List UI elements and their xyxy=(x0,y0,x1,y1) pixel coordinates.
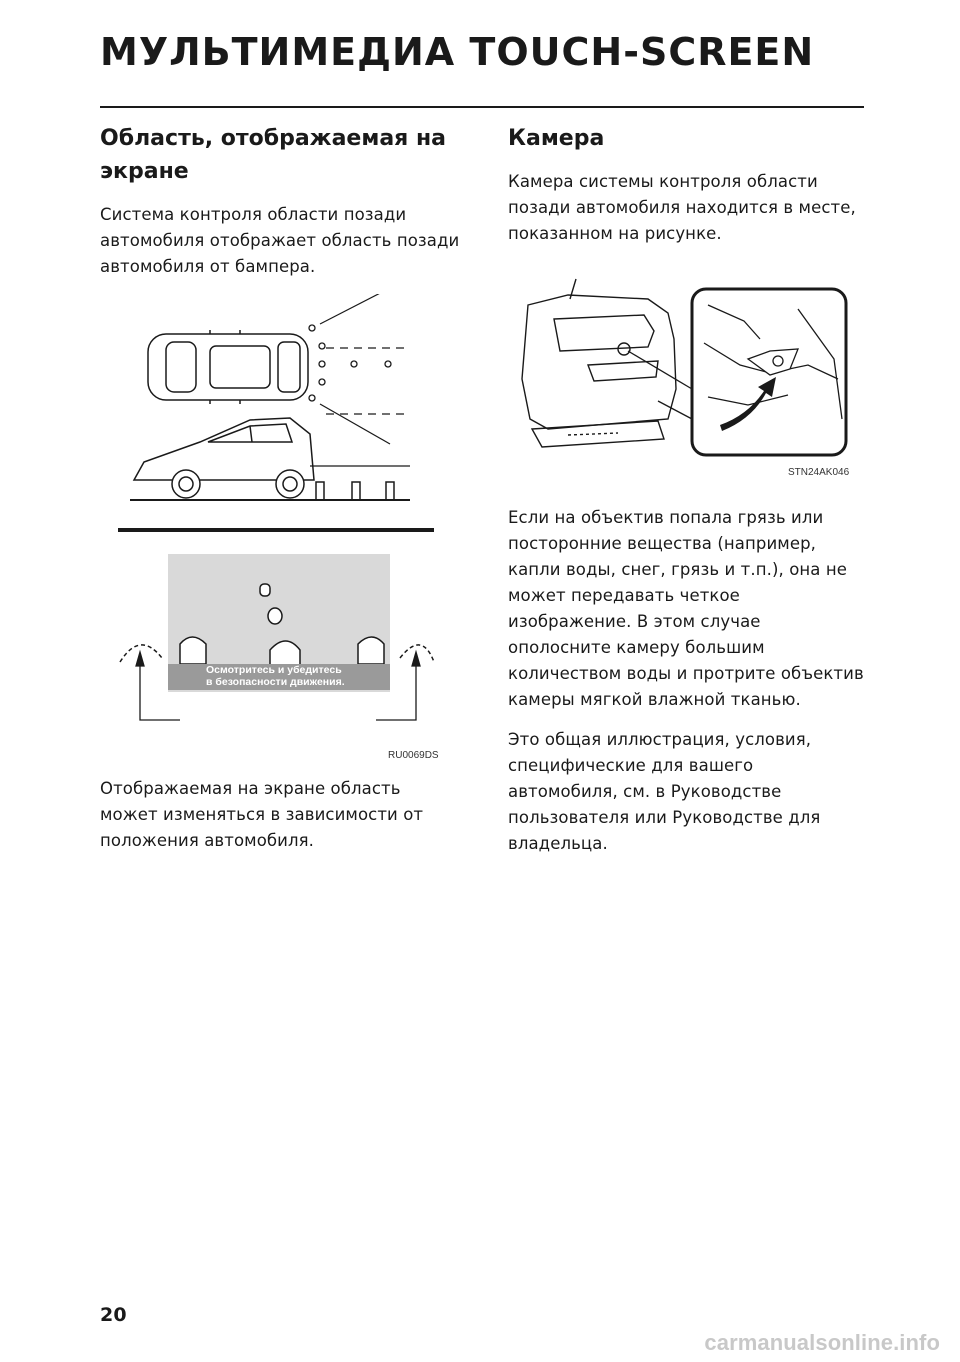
screen-message xyxy=(206,664,376,688)
display-area-intro: Система контроля области позади автомобиля отображает область позади автомобиля от бампера. xyxy=(100,205,460,276)
figure-code: STN24AK046 xyxy=(788,467,850,478)
page-header-title: МУЛЬТИМЕДИА TOUCH-SCREEN xyxy=(100,30,815,74)
camera-general-note: Это общая иллюстрация, условия, специфические для вашего автомобиля, см. в Руководстве пользователя или Руководстве для владельца. xyxy=(508,730,821,853)
view-lines xyxy=(320,294,410,444)
figure-code: RU0069DS xyxy=(388,750,439,761)
right-column xyxy=(508,122,868,871)
camera-intro: Камера системы контроля области позади автомобиля находится в месте, показанном на рисунке. xyxy=(508,172,856,243)
camera-figure xyxy=(508,269,864,495)
screen-message-line2: в безопасности движения. xyxy=(206,676,345,688)
screen-message-line1: Осмотритесь и убедитесь xyxy=(206,664,342,676)
header-rule xyxy=(100,106,864,108)
section-heading-display-area: Область, отображаемая на экране xyxy=(100,126,446,184)
camera-cleaning-paragraph: Если на объектив попала грязь или посторонние вещества (например, капли воды, снег, грязь и т.п.), она не может передавать четкое изображение. В этом случае ополосните камеру большим количеством воды и протрите объектив камеры мягкой влажной тканью. xyxy=(508,508,864,709)
sensor-points xyxy=(309,325,391,401)
camera-location-illustration xyxy=(508,269,864,495)
watermark: carmanualsonline.info xyxy=(704,1330,940,1355)
car-rear-view xyxy=(522,279,676,447)
display-area-illustration xyxy=(100,294,460,764)
display-area-note: Отображаемая на экране область может изменяться в зависимости от положения автомобиля. xyxy=(100,779,424,850)
page-number: 20 xyxy=(100,1304,127,1326)
car-side-view xyxy=(130,418,410,500)
car-top-view xyxy=(148,330,308,404)
display-area-figure xyxy=(100,294,460,764)
left-column xyxy=(100,122,460,868)
section-heading-camera: Камера xyxy=(508,126,605,151)
